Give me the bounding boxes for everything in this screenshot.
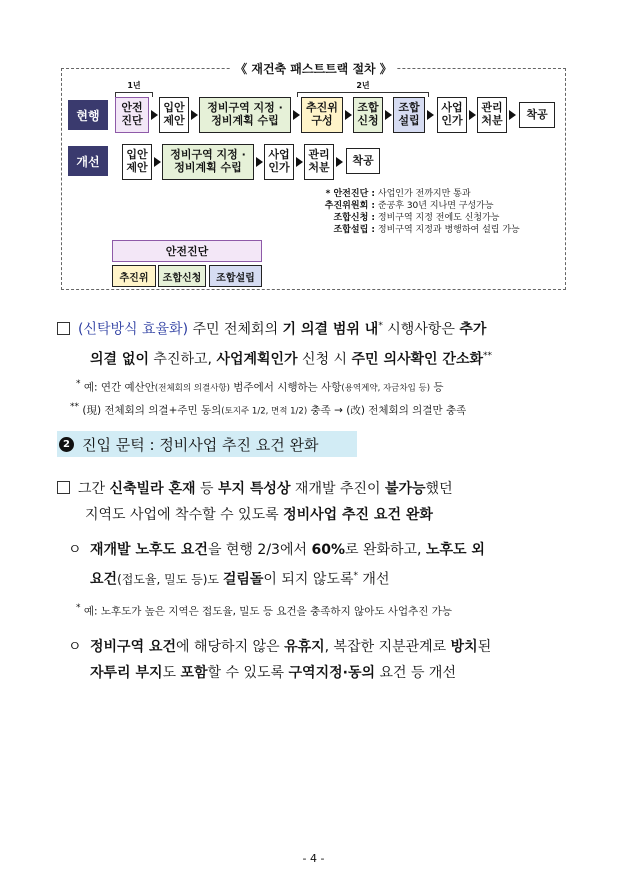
note-line: 조합신청 : 정비구역 지정 전에도 신청가능 [333,213,500,223]
step-union-establishment: 조합 설립 [393,97,425,133]
figure-title: 《 재건축 패스트트랙 절차 》 [61,60,566,77]
arrow [296,157,303,167]
step-zone-designation: 정비구역 지정 · 정비계획 수립 [199,97,291,133]
improved-step-business-approval: 사업 인가 [264,144,294,180]
arrow [336,157,343,167]
legend-safety-check: 안전진단 [112,240,262,262]
footnote-3: * 예: 노후도가 높은 지역은 접도율, 밀도 등 요건을 충족하지 않아도 사업추진 가능 [76,603,453,618]
improved-step-proposal: 입안 제안 [122,144,152,180]
page-number: - 4 - [302,852,325,865]
arrow [191,110,198,120]
bracket-2-label: 2년 [356,81,370,90]
fasttrack-figure [61,60,566,290]
step-committee: 추진위 구성 [301,97,343,133]
paragraph-trust-efficiency: (신탁방식 효율화) 주민 전체회의 기 의결 범위 내* 시행사항은 추가 의결 없이 추진하고, 사업계획인가 신청 시 주민 의사확인 간소화** [57,313,577,372]
bullet-zone-requirement: ㅇ 정비구역 요건에 해당하지 않은 유휴지, 복잡한 지분관계로 방치된 자투리 부지도 포함할 수 있도록 구역지정·동의 요건 등 개선 [68,639,492,681]
note-line: 추진위원회 : 준공후 30년 지나면 구성가능 [324,201,494,211]
figure-notes [297,188,520,236]
step-construction: 착공 [519,102,555,128]
arrow [256,157,263,167]
step-disposal: 관리 처분 [477,97,507,133]
arrow [385,110,392,120]
note-line: * 안전진단 : 사업인가 전까지만 통과 [325,189,471,199]
section-number: 2 [59,437,74,452]
arrow [151,110,158,120]
improved-step-zone-designation: 정비구역 지정 · 정비계획 수립 [162,144,254,180]
footnote-2: ** (現) 전체회의 의결+주민 동의(토지주 1/2, 면적 1/2) 충족 → (改) 전체회의 의결만 충족 [70,402,467,417]
arrow [154,157,161,167]
improved-step-disposal: 관리 처분 [304,144,334,180]
section-heading: 2 진입 문턱 : 정비사업 추진 요건 완화 [57,431,357,457]
checkbox-square [57,322,70,335]
arrow [469,110,476,120]
legend-union-application: 조합신청 [158,265,206,287]
paragraph-requirement-easing: 그간 신축빌라 혼재 등 부지 특성상 재개발 추진이 불가능했던 지역도 사업에 착수할 수 있도록 정비사업 추진 요건 완화 [57,476,577,528]
step-safety-check: 안전 진단 [115,97,149,133]
arrow [293,110,300,120]
note-line: 조합설립 : 정비구역 지정과 병행하여 설립 가능 [333,225,520,235]
row-label-improved: 개선 [68,146,108,176]
checkbox-square [57,481,70,494]
improved-step-construction: 착공 [346,148,380,174]
arrow [427,110,434,120]
step-business-approval: 사업 인가 [437,97,467,133]
bullet-aging-requirement: ㅇ 재개발 노후도 요건을 현행 2/3에서 60%로 완화하고, 노후도 외 요건(접도율, 밀도 등)도 걸림돌이 되지 않도록* 개선 [68,542,485,588]
legend-union-establishment: 조합설립 [209,265,262,287]
step-union-application: 조합 신청 [353,97,383,133]
arrow [345,110,352,120]
footnote-1: * 예: 연간 예산안(전체회의 의결사항) 범주에서 시행하는 사항(용역계약, 자금차입 등) 등 [76,379,444,394]
row-label-current: 현행 [68,100,108,130]
legend-committee: 추진위 [112,265,156,287]
step-proposal: 입안 제안 [159,97,189,133]
bracket-1-label: 1년 [127,81,141,90]
arrow [509,110,516,120]
